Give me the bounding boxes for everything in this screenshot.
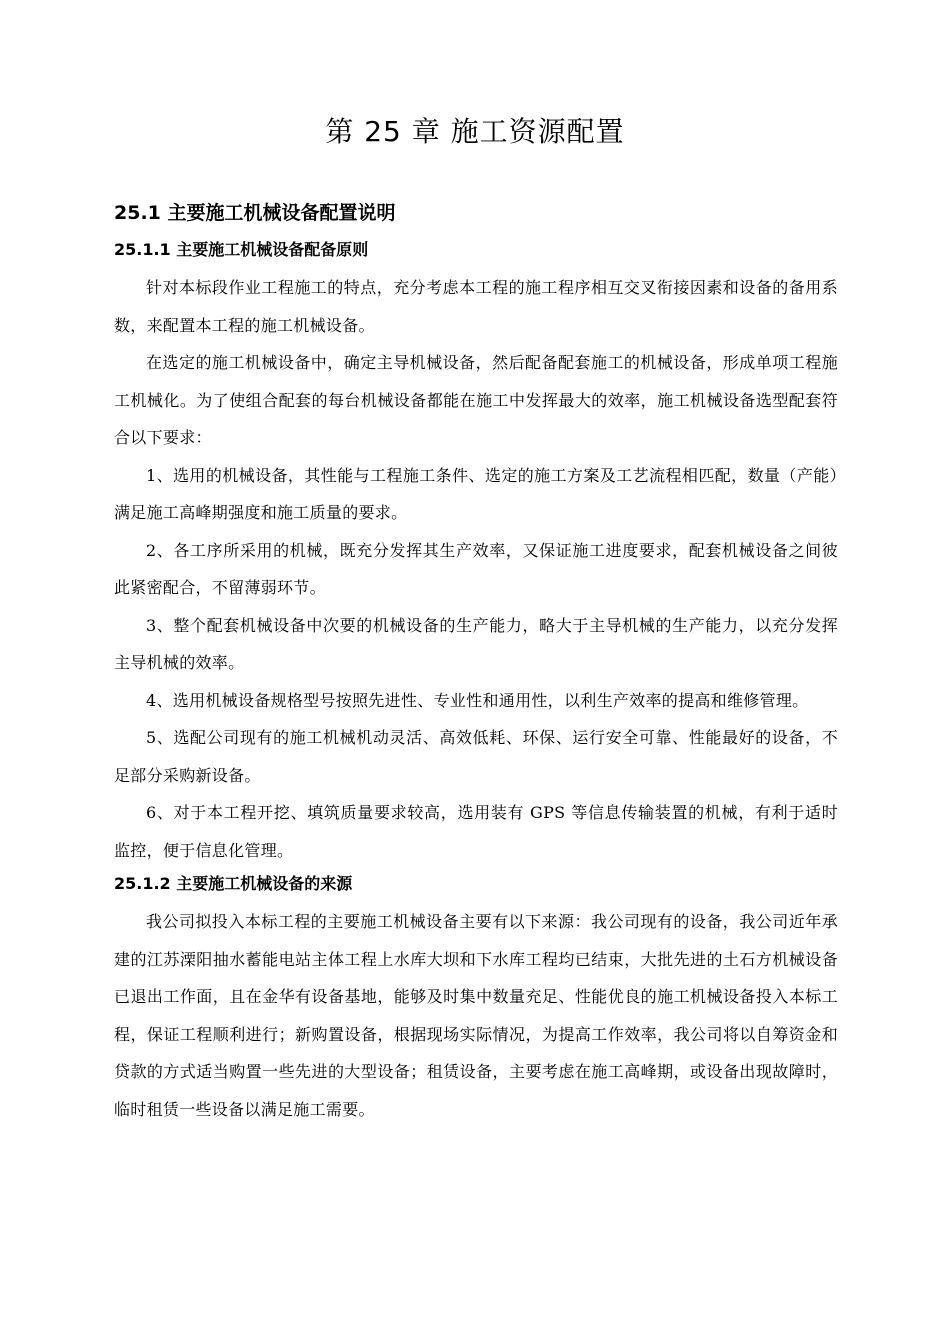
subsection-heading-sources: 25.1.2 主要施工机械设备的来源 <box>114 874 353 893</box>
document-body <box>114 198 838 1128</box>
paragraph: 我公司拟投入本标工程的主要施工机械设备主要有以下来源：我公司现有的设备，我公司近年承建的江苏溧阳抽水蓄能电站主体工程上水库大坝和下水库工程均已结束，大批先进的土石方机械设备已退出工作面，且在金华有设备基地，能够及时集中数量充足、性能优良的施工机械设备投入本标工程，保证工程顺利进行；新购置设备，根据现场实际情况，为提高工作效率，我公司将以自筹资金和贷款的方式适当购置一些先进的大型设备；租赁设备，主要考虑在施工高峰期，或设备出现故障时，临时租赁一些设备以满足施工需要。 <box>114 912 838 1119</box>
list-item-1: 1、选用的机械设备，其性能与工程施工条件、选定的施工方案及工艺流程相匹配，数量（产能）满足施工高峰期强度和施工质量的要求。 <box>114 465 838 522</box>
list-item-6: 6、对于本工程开挖、填筑质量要求较高，选用装有 GPS 等信息传输装置的机械，有利于适时监控，便于信息化管理。 <box>114 803 838 860</box>
chapter-title: 第 25 章 施工资源配置 <box>325 115 625 148</box>
list-item-3: 3、整个配套机械设备中次要的机械设备的生产能力，略大于主导机械的生产能力，以充分发挥主导机械的效率。 <box>114 615 838 672</box>
list-item-5: 5、选配公司现有的施工机械机动灵活、高效低耗、环保、运行安全可靠、性能最好的设备，不足部分采购新设备。 <box>114 728 838 785</box>
list-item-4: 4、选用机械设备规格型号按照先进性、专业性和通用性，以利生产效率的提高和维修管理。 <box>146 690 809 710</box>
section-heading: 25.1 主要施工机械设备配置说明 <box>114 202 396 224</box>
paragraph: 针对本标段作业工程施工的特点，充分考虑本工程的施工程序相互交叉衔接因素和设备的备用系数，来配置本工程的施工机械设备。 <box>114 278 838 335</box>
paragraph: 在选定的施工机械设备中，确定主导机械设备，然后配备配套施工的机械设备，形成单项工程施工机械化。为了使组合配套的每台机械设备都能在施工中发挥最大的效率，施工机械设备选型配套符合以下要求： <box>114 353 838 447</box>
list-item-2: 2、各工序所采用的机械，既充分发挥其生产效率，又保证施工进度要求，配套机械设备之间彼此紧密配合，不留薄弱环节。 <box>114 540 838 597</box>
subsection-heading-principles: 25.1.1 主要施工机械设备配备原则 <box>114 240 369 259</box>
